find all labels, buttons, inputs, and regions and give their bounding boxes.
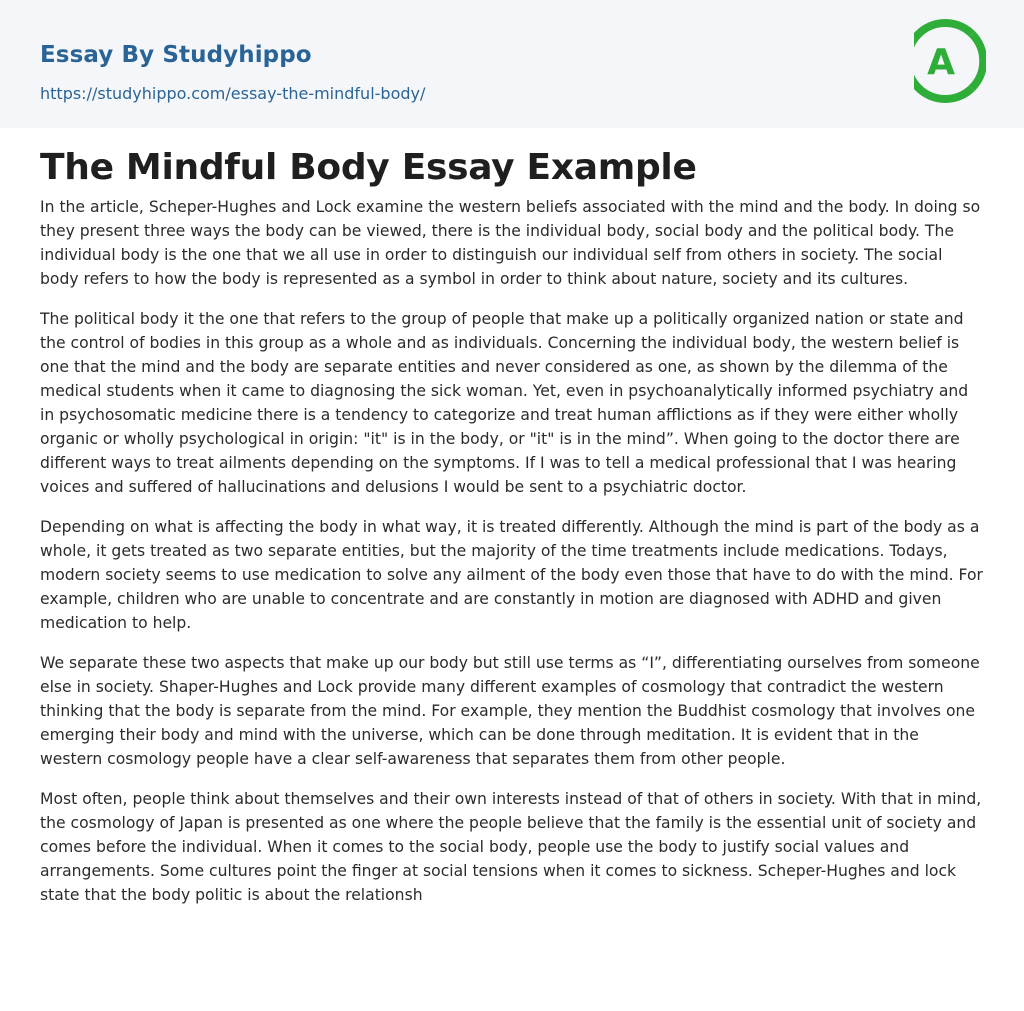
paragraph: In the article, Scheper-Hughes and Lock examine the western beliefs associated with the mind and the body. In doing so they present three ways the body can be viewed, there is the individual body, social body and the political body. The individual body is the one that we all use in order to distinguish our individual self from others in society. The social body refers to how the body is represented as a symbol in order to think about nature, society and its cultures.	[40, 198, 981, 288]
paragraph: Depending on what is affecting the body in what way, it is treated differently. Although the mind is part of the body as a whole, it gets treated as two separate entities, but the majority of the time treatments include medications. Todays, modern society seems to use medication to solve any ailment of the body even those that have to do with the mind. For example, children who are unable to concentrate and are constantly in motion are diagnosed with ADHD and given medication to help.	[40, 518, 983, 632]
logo-letter: A	[927, 42, 955, 83]
page-title: The Mindful Body Essay Example	[40, 147, 697, 188]
paragraph: The political body it the one that refers to the group of people that make up a politically organized nation or state and the control of bodies in this group as a whole and as individuals. Concerning the individual body, the western belief is one that the mind and the body are separate entities and never considered as one, as shown by the dilemma of the medical students when it came to diagnosing the sick woman. Yet, even in psychoanalytically informed psychiatry and in psychosomatic medicine there is a tendency to categorize and treat human afflictions as if they were either wholly organic or wholly psychological in origin: "it" is in the body, or "it" is in the mind”. When going to the doctor there are different ways to treat ailments depending on the symptoms. If I was to tell a medical professional that I was hearing voices and suffered of hallucinations and delusions I would be sent to a psychiatric doctor.	[40, 310, 969, 496]
site-title[interactable]: Essay By Studyhippo	[40, 42, 312, 68]
paragraph: We separate these two aspects that make up our body but still use terms as “I”, differentiating ourselves from someone else in society. Shaper-Hughes and Lock provide many different examples of cosmology that contradict the western thinking that the body is separate from the mind. For example, they mention the Buddhist cosmology that involves one emerging their body and mind with the universe, which can be done through meditation. It is evident that in the western cosmology people have a clear self-awareness that separates them from other people.	[40, 654, 980, 768]
source-link[interactable]: https://studyhippo.com/essay-the-mindful-body/	[40, 84, 426, 103]
studyhippo-logo-icon[interactable]	[914, 18, 986, 104]
paragraph: Most often, people think about themselves and their own interests instead of that of others in society. With that in mind, the cosmology of Japan is presented as one where the people believe that the family is the essential unit of society and comes before the individual. When it comes to the social body, people use the body to justify social values and arrangements. Some cultures point the finger at social tensions when it comes to sickness. Scheper-Hughes and lock state that the body politic is about the relationsh	[40, 790, 982, 904]
essay-body	[40, 195, 984, 923]
